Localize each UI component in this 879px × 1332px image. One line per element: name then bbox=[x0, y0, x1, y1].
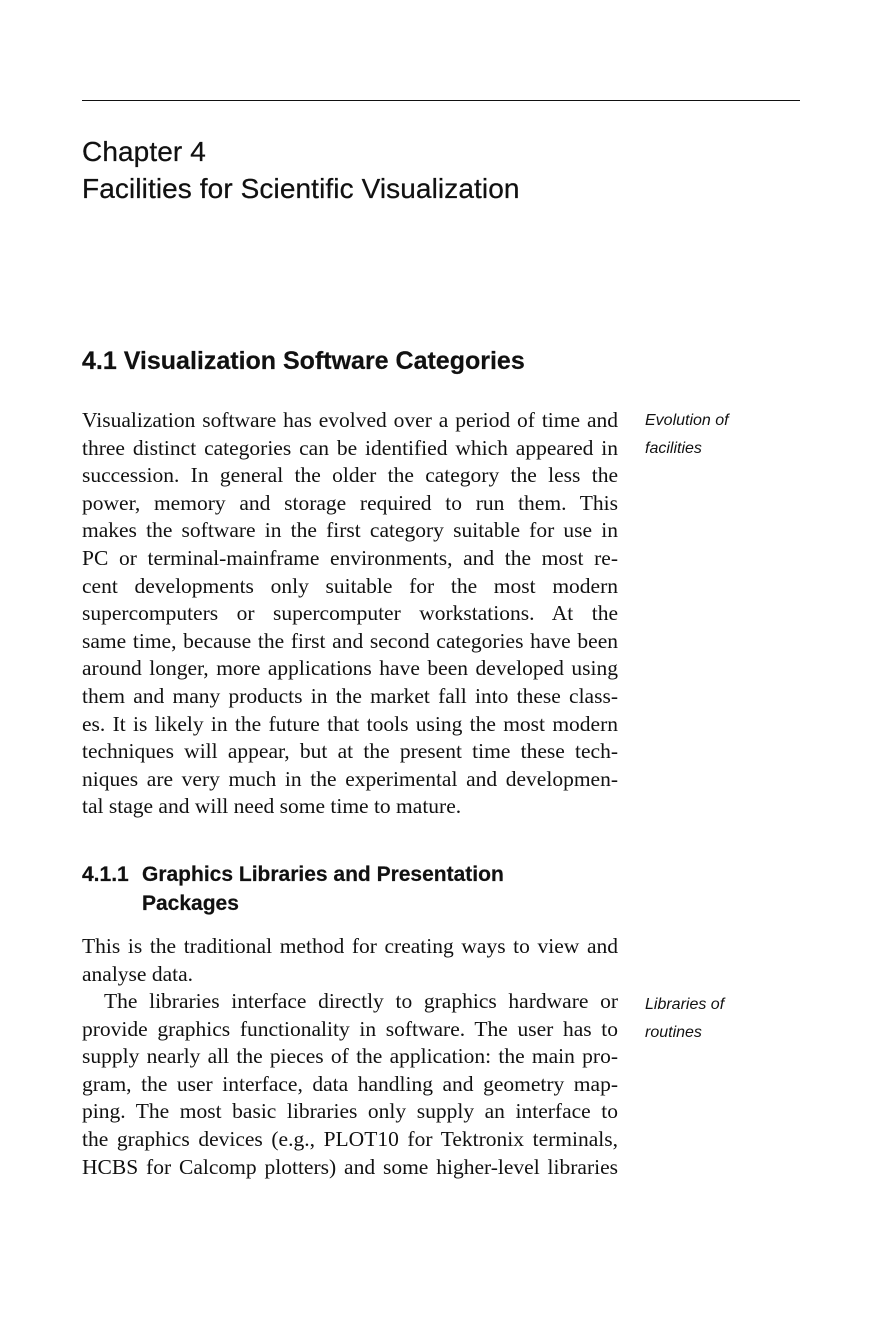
text-line: makes the software in the first category suitable for use in bbox=[82, 518, 618, 543]
text-line: provide graphics functionality in software. The user has to bbox=[82, 1016, 618, 1041]
text-line: them and many products in the market fall into these class- bbox=[82, 683, 618, 708]
text-line: power, memory and storage required to run them. This bbox=[82, 490, 618, 515]
text-line: gram, the user interface, data handling and geometry map- bbox=[82, 1071, 618, 1096]
text-line: analyse data. bbox=[82, 961, 194, 986]
text-line: supercomputers or supercomputer workstations. At the bbox=[82, 601, 618, 626]
chapter-number: Chapter 4 bbox=[82, 136, 206, 167]
text-line: around longer, more applications have been developed using bbox=[82, 656, 618, 681]
subsection-number: 4.1.1 bbox=[82, 863, 129, 886]
text-line: Visualization software has evolved over a period of time and bbox=[82, 408, 618, 432]
text-line: supply nearly all the pieces of the application: the main pro- bbox=[82, 1044, 618, 1069]
text-line: HCBS for Calcomp plotters) and some higher-level libraries bbox=[82, 1154, 618, 1179]
margin-note-line: facilities bbox=[645, 440, 702, 457]
chapter-title bbox=[82, 133, 520, 207]
text-line: PC or terminal-mainframe environments, and the most re- bbox=[82, 545, 618, 570]
text-line: niques are very much in the experimental and developmen- bbox=[82, 766, 618, 791]
subsection-intro bbox=[82, 933, 618, 988]
text-line: the graphics devices (e.g., PLOT10 for Tektronix terminals, bbox=[82, 1126, 618, 1151]
subsection-heading-line1: Graphics Libraries and Presentation bbox=[142, 863, 504, 886]
margin-note-line: Evolution of bbox=[645, 412, 729, 429]
section-heading: 4.1 Visualization Software Categories bbox=[82, 347, 525, 375]
chapter-name: Facilities for Scientific Visualization bbox=[82, 173, 520, 204]
text-line: cent developments only suitable for the most modern bbox=[82, 573, 618, 598]
section-paragraph bbox=[82, 407, 618, 821]
text-line: The libraries interface directly to graphics hardware or bbox=[104, 989, 618, 1013]
margin-note-line: routines bbox=[645, 1024, 702, 1041]
text-line: three distinct categories can be identified which appeared in bbox=[82, 435, 618, 460]
text-line: This is the traditional method for creating ways to view and bbox=[82, 934, 618, 958]
text-line: ping. The most basic libraries only supply an interface to bbox=[82, 1099, 618, 1124]
subsection-paragraph bbox=[82, 988, 618, 1181]
margin-note-line: Libraries of bbox=[645, 996, 725, 1013]
margin-note-libraries bbox=[645, 991, 724, 1047]
text-line: tal stage and will need some time to mature. bbox=[82, 794, 462, 819]
text-line: es. It is likely in the future that tools using the most modern bbox=[82, 711, 618, 736]
subsection-heading bbox=[82, 860, 504, 918]
subsection-heading-line2: Packages bbox=[142, 892, 239, 915]
text-line: succession. In general the older the category the less the bbox=[82, 463, 618, 488]
text-line: techniques will appear, but at the present time these tech- bbox=[82, 739, 618, 764]
text-line: same time, because the first and second categories have been bbox=[82, 628, 618, 653]
top-rule bbox=[82, 100, 800, 101]
margin-note-evolution bbox=[645, 407, 729, 463]
